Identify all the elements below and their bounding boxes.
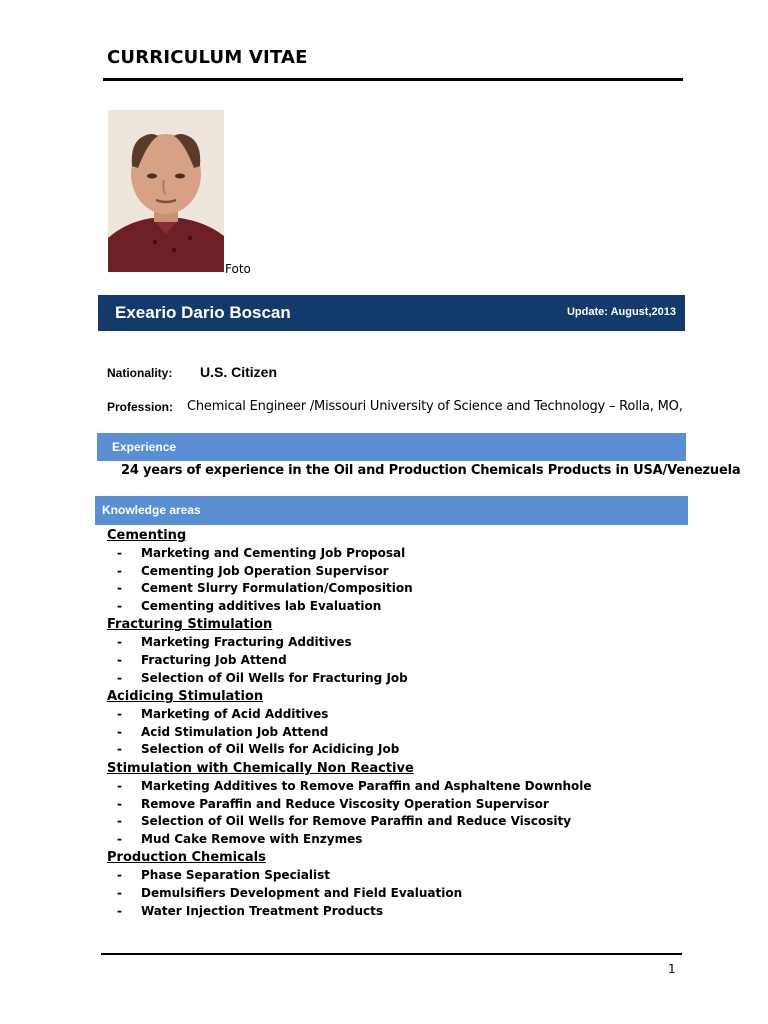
experience-heading: Experience [112, 440, 177, 454]
knowledge-item-text: Remove Paraffin and Reduce Viscosity Operation Supervisor [141, 796, 549, 811]
knowledge-item-text: Phase Separation Specialist [141, 868, 330, 883]
knowledge-item [107, 545, 687, 563]
knowledge-item-text: Fracturing Job Attend [141, 652, 287, 667]
knowledge-item-text: Marketing Additives to Remove Paraffin and Asphaltene Downhole [141, 778, 592, 793]
top-divider [103, 78, 683, 81]
knowledge-heading: Knowledge areas [102, 503, 201, 517]
knowledge-item [107, 813, 687, 831]
profession-value: Chemical Engineer /Missouri University of Science and Technology – Rolla, MO, [187, 399, 683, 414]
name-banner [98, 295, 685, 331]
knowledge-item-text: Cementing additives lab Evaluation [141, 598, 382, 613]
page-number: 1 [668, 962, 676, 976]
experience-summary: 24 years of experience in the Oil and Production Chemicals Products in USA/Venezuela [121, 463, 741, 478]
bullet-dash: - [117, 581, 122, 596]
knowledge-item [107, 831, 687, 849]
knowledge-item-text: Acid Stimulation Job Attend [141, 724, 329, 739]
nationality-label: Nationality: [107, 366, 173, 380]
knowledge-group-title: Stimulation with Chemically Non Reactive [107, 760, 414, 776]
knowledge-group-title: Fracturing Stimulation [107, 617, 273, 633]
knowledge-item-text: Mud Cake Remove with Enzymes [141, 831, 363, 846]
knowledge-item [107, 670, 687, 688]
bullet-dash: - [117, 563, 122, 578]
knowledge-group-title: Cementing [107, 528, 187, 543]
knowledge-item [107, 580, 687, 598]
bullet-dash: - [117, 814, 122, 829]
knowledge-item [107, 598, 687, 616]
bullet-dash: - [117, 724, 122, 739]
knowledge-item [107, 903, 687, 921]
knowledge-item-text: Marketing and Cementing Job Proposal [141, 546, 406, 560]
knowledge-item-text: Selection of Oil Wells for Fracturing Job [141, 670, 408, 685]
knowledge-item [107, 885, 687, 903]
bullet-dash: - [117, 707, 122, 722]
nationality-value: U.S. Citizen [200, 364, 278, 380]
knowledge-item [107, 867, 687, 885]
photo-caption: Foto [225, 262, 251, 276]
knowledge-item [107, 778, 687, 796]
knowledge-item [107, 724, 687, 742]
knowledge-item [107, 652, 687, 670]
bullet-dash: - [117, 635, 122, 650]
knowledge-item-text: Cementing Job Operation Supervisor [141, 563, 389, 578]
knowledge-item-text: Selection of Oil Wells for Acidicing Job [141, 742, 400, 757]
knowledge-group-title: Production Chemicals [107, 850, 266, 866]
knowledge-header [95, 496, 688, 525]
knowledge-item-text: Water Injection Treatment Products [141, 903, 384, 918]
bullet-dash: - [117, 652, 122, 667]
bottom-divider [101, 953, 682, 955]
bullet-dash: - [117, 796, 122, 811]
bullet-dash: - [117, 546, 122, 560]
bullet-dash: - [117, 885, 122, 900]
profile-photo [108, 110, 224, 272]
knowledge-item-text: Marketing Fracturing Additives [141, 635, 352, 650]
knowledge-item-text: Demulsifiers Development and Field Evaluation [141, 885, 463, 900]
candidate-name: Exeario Dario Boscan [115, 303, 291, 322]
knowledge-item [107, 741, 687, 759]
knowledge-item [107, 706, 687, 724]
knowledge-item [107, 796, 687, 814]
bullet-dash: - [117, 742, 122, 757]
knowledge-item-text: Cement Slurry Formulation/Composition [141, 581, 413, 596]
page-title: CURRICULUM VITAE [107, 47, 308, 68]
bullet-dash: - [117, 670, 122, 685]
bullet-dash: - [117, 868, 122, 883]
knowledge-item-text: Marketing of Acid Additives [141, 707, 329, 722]
knowledge-item [107, 563, 687, 581]
bullet-dash: - [117, 778, 122, 793]
knowledge-group-title: Acidicing Stimulation [107, 689, 264, 705]
bullet-dash: - [117, 831, 122, 846]
knowledge-item [107, 634, 687, 652]
knowledge-item-text: Selection of Oil Wells for Remove Paraffin and Reduce Viscosity [141, 814, 572, 829]
profession-label: Profession: [107, 400, 174, 414]
update-date: Update: August,2013 [566, 306, 676, 318]
knowledge-list [107, 526, 687, 920]
experience-header [97, 433, 686, 461]
bullet-dash: - [117, 903, 122, 918]
bullet-dash: - [117, 598, 122, 613]
